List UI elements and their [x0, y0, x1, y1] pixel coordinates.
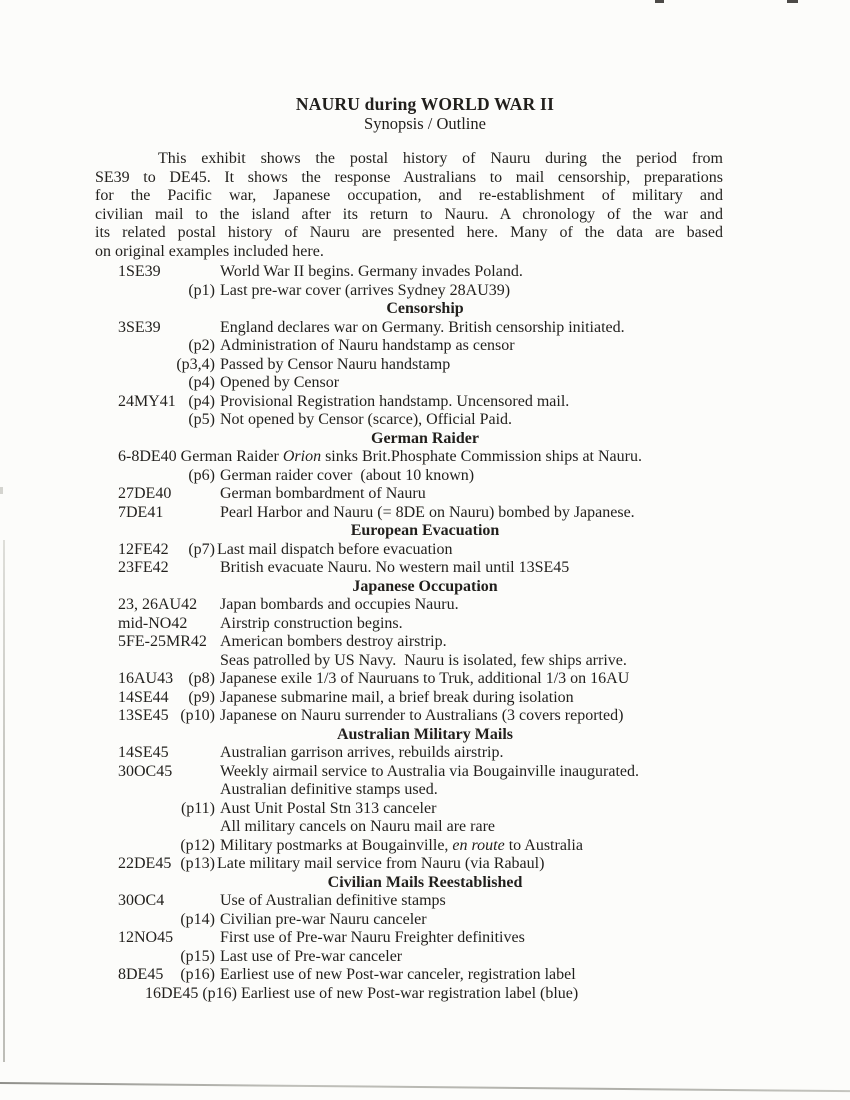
entry-date: 14SE44: [118, 688, 169, 706]
section-heading: Censorship: [386, 300, 464, 317]
chronology-row: [118, 763, 770, 782]
chronology-row: [118, 744, 770, 763]
entry-text: Japanese on Nauru surrender to Australians (3 covers reported): [220, 707, 624, 724]
entry-left-column: [118, 670, 215, 689]
entry-text: German raider cover (about 10 known): [220, 466, 475, 484]
chronology-row: [118, 837, 770, 856]
entry-left-column: [118, 892, 215, 911]
entry-date: 24MY41: [118, 392, 176, 410]
section-heading: Civilian Mails Reestablished: [327, 873, 523, 891]
chronology-row: [118, 855, 770, 874]
entry-left-column: [118, 374, 215, 393]
entry-left-column: [118, 263, 215, 282]
chronology-row: [118, 263, 770, 282]
chronology-row: [118, 337, 770, 356]
entry-date: 30OC45: [118, 762, 173, 780]
document-title: NAURU during WORLD WAR II: [295, 94, 555, 114]
chronology-row: [118, 818, 770, 837]
entry-page-ref: (p4): [188, 392, 215, 410]
plain-text: 6-8DE40 German Raider: [118, 448, 283, 465]
entry-left-column: [118, 485, 215, 504]
entry-date: 3SE39: [118, 318, 161, 336]
chronology-row: [118, 615, 770, 634]
entry-page-ref: (p3,4): [176, 355, 215, 373]
intro-line: SE39 to DE45. It shows the response Australians to mail censorship, preparations: [95, 168, 723, 186]
entry-text: Civilian pre-war Nauru canceler: [220, 910, 427, 928]
entry-left-column: [118, 559, 215, 578]
entry-text: First use of Pre-war Nauru Freighter definitives: [220, 929, 525, 946]
entry-page-ref: (p15): [180, 947, 215, 965]
chronology-row: [118, 319, 770, 338]
entry-date: 23, 26AU42: [118, 596, 198, 613]
entry-page-ref: (p16): [180, 966, 215, 983]
chronology-row: [118, 559, 770, 578]
entry-date: 7DE41: [118, 503, 164, 521]
entry-text: Earliest use of new Post-war canceler, registration label: [220, 966, 576, 983]
entry-date: 8DE45: [118, 966, 164, 983]
entry-left-column: [118, 652, 215, 671]
entry-text: Japan bombards and occupies Nauru.: [220, 596, 459, 613]
entry-page-ref: (p10): [180, 707, 215, 724]
entry-text: Aust Unit Postal Stn 313 canceler: [220, 799, 437, 817]
scan-speck: [787, 0, 798, 3]
section-heading: European Evacuation: [350, 522, 500, 539]
scan-edge-left-line: [3, 540, 5, 1062]
entry-text: Japanese exile 1/3 of Nauruans to Truk, additional 1/3 on 16AU: [220, 670, 630, 687]
entry-text: British evacuate Nauru. No western mail until 13SE45: [220, 559, 570, 576]
chronology-row: [118, 282, 770, 301]
entry-date: 13SE45: [118, 707, 169, 724]
entry-left-column: [118, 707, 215, 726]
entry-text: Airstrip construction begins.: [220, 614, 403, 632]
entry-date: 16AU43: [118, 670, 174, 687]
entry-date: 23FE42: [118, 559, 169, 576]
chronology-row: [118, 911, 770, 930]
entry-text: Passed by Censor Nauru handstamp: [220, 355, 451, 373]
document-subtitle: Synopsis / Outline: [364, 114, 486, 133]
entry-page-ref: (p7): [188, 540, 215, 558]
entry-left-column: [118, 744, 215, 763]
intro-line: for the Pacific war, Japanese occupation, and re-establishment of military and: [95, 187, 723, 204]
chronology-row: [118, 781, 770, 800]
entry-left-column: [118, 929, 215, 948]
entry-date: 5FE-25MR42: [118, 633, 207, 650]
entry-text: Australian definitive stamps used.: [220, 781, 438, 798]
entry-date: 30OC4: [118, 892, 165, 909]
chronology-row: [118, 374, 770, 393]
plain-text: Military postmarks at Bougainville,: [220, 836, 453, 854]
plain-text: sinks Brit.Phosphate Commission ships at Nauru.: [321, 448, 642, 465]
scan-edge-left-dash: [0, 487, 3, 494]
entry-text: Late military mail service from Nauru (via Rabaul): [217, 855, 545, 872]
entry-text: Seas patrolled by US Navy. Nauru is isolated, few ships arrive.: [220, 651, 627, 669]
entry-date: 12FE42: [118, 540, 169, 558]
entry-page-ref: (p2): [188, 337, 215, 354]
entry-text: Last use of Pre-war canceler: [220, 947, 403, 965]
entry-page-ref: (p11): [180, 799, 215, 817]
entry-text: Weekly airmail service to Australia via Bougainville inaugurated.: [220, 762, 640, 780]
entry-text: Last mail dispatch before evacuation: [217, 540, 453, 558]
chronology-row: [118, 448, 770, 467]
entry-date: 12NO45: [118, 929, 174, 946]
chronology-row: 16DE45 (p16) Earliest use of new Post-war registration label (blue): [145, 984, 579, 1002]
entry-page-ref: (p9): [188, 688, 215, 706]
chronology-row: [118, 800, 770, 819]
entry-text: American bombers destroy airstrip.: [220, 633, 447, 650]
chronology-row: [118, 633, 770, 652]
intro-line: its related postal history of Nauru are presented here. Many of the data are based: [95, 224, 723, 241]
italic-text: en route: [452, 836, 505, 854]
chronology-row: [118, 707, 770, 726]
entry-left-column: [118, 763, 215, 782]
entry-left-column: [118, 800, 215, 819]
entry-left-column: [118, 541, 215, 560]
entry-left-column: [118, 393, 215, 412]
intro-line: civilian mail to the island after its return to Nauru. A chronology of the war and: [95, 205, 723, 223]
entry-date: mid-NO42: [118, 614, 188, 632]
chronology-row: [118, 356, 770, 375]
entry-left-column: [118, 411, 215, 430]
entry-text: German bombardment of Nauru: [220, 485, 426, 502]
entry-page-ref: (p4): [188, 374, 215, 391]
entry-left-column: [118, 966, 215, 985]
entry-text: Japanese submarine mail, a brief break during isolation: [220, 688, 574, 706]
entry-left-column: [118, 633, 215, 652]
chronology-row: [118, 596, 770, 615]
entry-left-column: [118, 948, 215, 967]
entry-left-column: [118, 504, 215, 523]
chronology: [118, 263, 770, 1003]
entry-left-column: [118, 337, 215, 356]
entry-left-column: [118, 615, 215, 634]
entry-left-column: [118, 282, 215, 301]
chronology-row: [118, 948, 770, 967]
entry-page-ref: (p1): [188, 281, 215, 299]
entry-text: [220, 837, 583, 856]
scan-speck: [655, 0, 664, 3]
chronology-row: [118, 393, 770, 412]
section-heading: German Raider: [371, 429, 479, 447]
section-heading: Japanese Occupation: [352, 577, 498, 595]
chronology-row: [118, 670, 770, 689]
entry-text: Last pre-war cover (arrives Sydney 28AU39): [220, 281, 511, 299]
chronology-row: [118, 929, 770, 948]
entry-left-column: [118, 837, 215, 856]
entry-text: England declares war on Germany. British censorship initiated.: [220, 318, 625, 336]
chronology-row: [118, 504, 770, 523]
entry-text: Pearl Harbor and Nauru (= 8DE on Nauru) bombed by Japanese.: [220, 503, 635, 521]
entry-left-column: [118, 356, 215, 375]
entry-page-ref: (p12): [180, 836, 215, 854]
entry-date: 27DE40: [118, 485, 172, 502]
chronology-row: [118, 966, 770, 985]
intro-line: on original examples included here.: [95, 242, 324, 260]
intro-paragraph: [95, 150, 723, 261]
entry-left-column: [118, 818, 215, 837]
entry-text: All military cancels on Nauru mail are rare: [220, 818, 495, 835]
entry-text: Australian garrison arrives, rebuilds airstrip.: [220, 744, 504, 761]
entry-page-ref: (p8): [188, 670, 215, 687]
entry-text: Not opened by Censor (scarce), Official Paid.: [220, 411, 513, 428]
entry-date: 22DE45: [118, 855, 172, 872]
entry-page-ref: (p13): [180, 855, 215, 872]
entry-left-column: [118, 781, 215, 800]
entry-page-ref: (p6): [188, 466, 215, 484]
chronology-row: [118, 689, 770, 708]
chronology-row: [118, 411, 770, 430]
entry-text: World War II begins. Germany invades Poland.: [220, 263, 523, 280]
chronology-row: [118, 541, 770, 560]
chronology-row: [118, 467, 770, 486]
chronology-row: [118, 485, 770, 504]
entry-left-column: [118, 319, 215, 338]
entry-left-column: [118, 911, 215, 930]
entry-date: 1SE39: [118, 263, 161, 280]
entry-left-column: [118, 689, 215, 708]
italic-text: Orion: [282, 448, 322, 465]
entry-text: Administration of Nauru handstamp as censor: [220, 337, 515, 354]
entry-date: 14SE45: [118, 744, 169, 761]
chronology-row: [118, 652, 770, 671]
entry-text: Provisional Registration handstamp. Uncensored mail.: [220, 392, 570, 410]
plain-text: to Australia: [504, 836, 583, 854]
entry-text: Opened by Censor: [220, 374, 340, 391]
entry-left-column: [118, 596, 215, 615]
chronology-row: [118, 892, 770, 911]
entry-left-column: [118, 855, 215, 874]
entry-page-ref: (p14): [180, 910, 215, 928]
intro-line: This exhibit shows the postal history of Nauru during the period from: [158, 150, 723, 167]
scan-edge-bottom-line: [0, 1082, 850, 1092]
entry-page-ref: (p5): [188, 411, 215, 428]
section-heading: Australian Military Mails: [337, 725, 513, 743]
entry-left-column: [118, 467, 215, 486]
entry-text: Use of Australian definitive stamps: [220, 892, 446, 909]
